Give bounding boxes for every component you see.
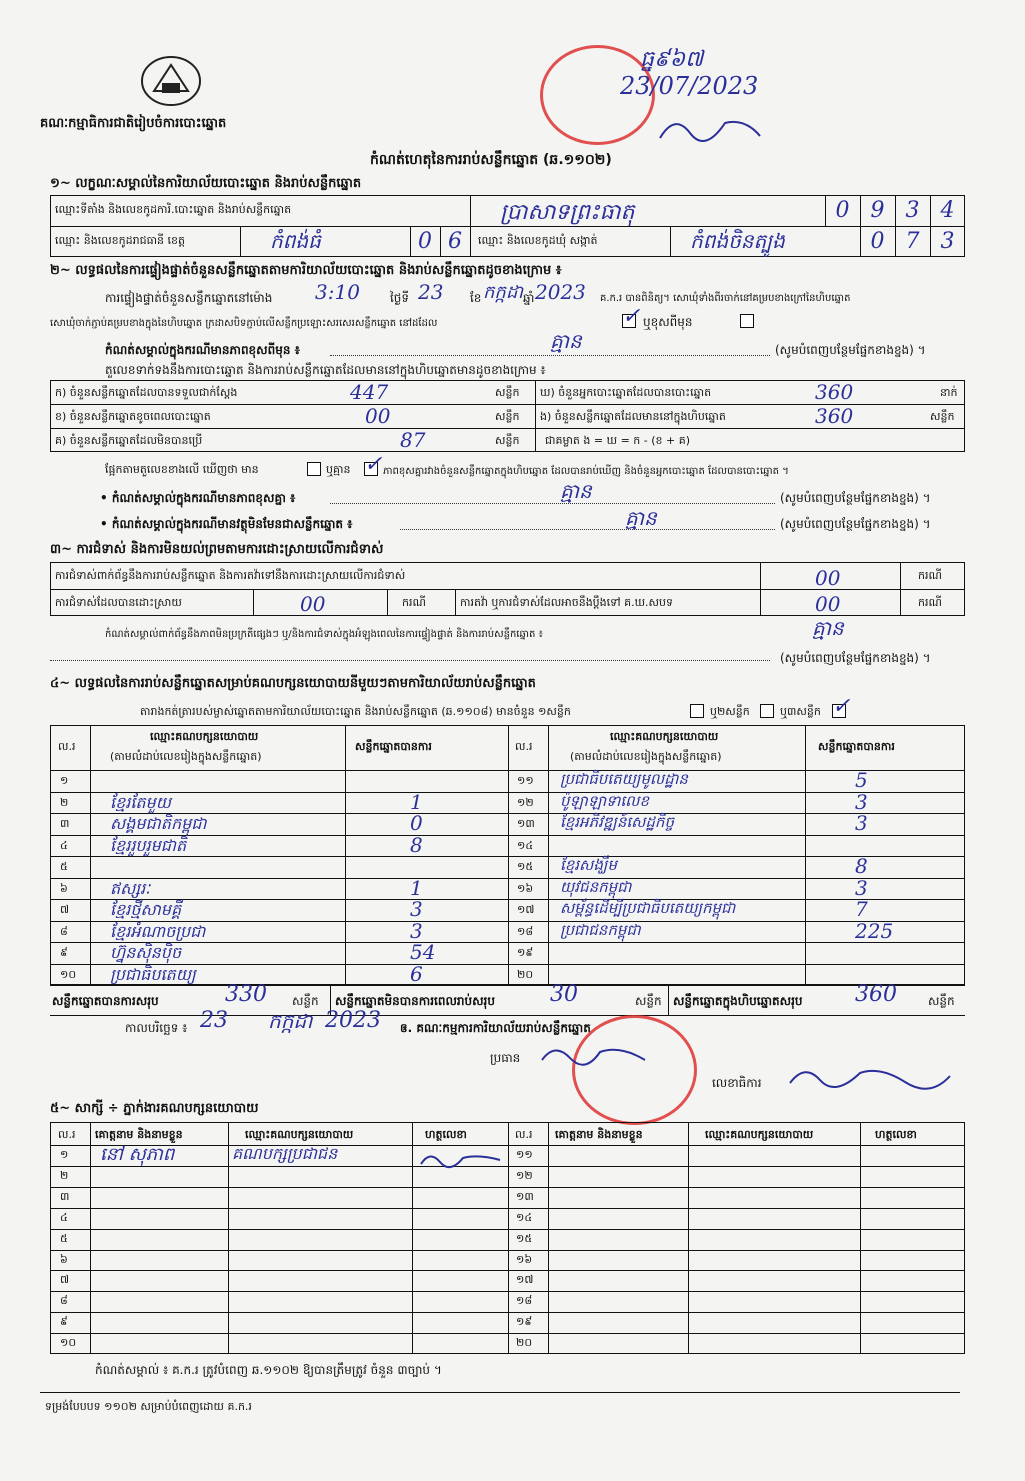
- s4-row-party: ប៉ូឡាឡាទាលេខ: [560, 791, 649, 810]
- checkmark-no-difference: ✓: [364, 452, 383, 477]
- s1-row1-digit: 9: [870, 198, 885, 223]
- s4-row-no: ១: [60, 774, 69, 787]
- s5-row-no-right: ១៧: [516, 1273, 534, 1287]
- s3-heading: ៣~ ការជំទាស់ និងការមិនយល់ព្រមតាមការដោះស្រាយលើការជំទាស់: [50, 542, 384, 557]
- s4-invalid-unit: សន្លឹក: [635, 994, 662, 1008]
- s4-date-label: កាលបរិច្ឆេទ ៖: [125, 1021, 188, 1035]
- s4-date-m: កក្កដា: [268, 1009, 313, 1033]
- s4-opt3: ឬ៣សន្លឹក: [780, 705, 821, 718]
- s4-box-total: 360: [855, 982, 897, 1007]
- stamp-note-code: ធ្ន៩៦៧: [640, 47, 704, 72]
- s3-note-label: កំណត់សម្គាល់ពាក់ព័ន្ធនឹងភាពមិនប្រក្រតីផ្សេងៗ ឬ/និងការជំទាស់ក្នុងអំឡុងពេលនៃការផ្ទៀងផ្ទាត់ និងការរាប់សន្លឹកឆ្នោត ៖: [105, 629, 543, 640]
- s1-row2-value2: កំពង់ចិនត្បូង: [690, 229, 785, 253]
- s2-row-label: ក) ចំនួនសន្លឹកឆ្នោតដែលបានទទួលជាក់ស្តែង: [55, 386, 238, 399]
- s2-row-value2: 360: [815, 404, 854, 428]
- s2-row-unit: សន្លឹក: [495, 434, 520, 447]
- s5-row-no-right: ១២: [516, 1168, 533, 1182]
- s2-p1c: ខែ: [470, 291, 482, 305]
- s1-row2-label2: ឈ្មោះ និងលេខកូដឃុំ សង្កាត់: [478, 234, 598, 247]
- s4-col-no-right: ល.រ: [515, 740, 533, 753]
- s2-row-unit2: នាក់: [940, 386, 958, 399]
- s2-b2-hint: (សូមបំពេញបន្ថែមផ្នែកខាងខ្នង) ។: [780, 517, 931, 531]
- s4-col-party-sub: (តាមលំដាប់លេខរៀងក្នុងសន្លឹកឆ្នោត): [110, 750, 262, 763]
- s5-row-no-right: ២០: [516, 1336, 533, 1350]
- s4-row-no: ១៦: [517, 881, 534, 895]
- s4-row-no: ១៩: [517, 946, 534, 959]
- s5-col-name-right: គោត្តនាម និងនាមខ្លួន: [555, 1128, 643, 1141]
- s3-r2-value: 00: [300, 592, 326, 616]
- s3-note-value: គ្មាន: [812, 616, 844, 640]
- s2-check-b: ឬគ្មាន: [326, 463, 351, 476]
- s4-row-no: ១០: [60, 967, 77, 981]
- s4-row-votes: 6: [410, 961, 423, 986]
- s5-heading: ៥~ សាក្សី ÷ ភ្នាក់ងារគណបក្សនយោបាយ: [50, 1101, 259, 1116]
- signature-top: [655, 108, 765, 148]
- s1-row1-digit: 3: [905, 198, 920, 223]
- s2-note-hint: (សូមបំពេញបន្ថែមផ្នែកខាងខ្នង) ។: [775, 343, 926, 357]
- s1-row1-label: ឈ្មោះទីតាំង និងលេខកូដការិ.បោះឆ្នោត និងរាប់សន្លឹកឆ្នោត: [55, 203, 292, 216]
- s1-row2-digit: 0: [418, 229, 432, 254]
- s5-col-party-right: ឈ្មោះគណបក្សនយោបាយ: [705, 1128, 814, 1141]
- s2-intro: តួលេខទាក់ទងនឹងការបោះឆ្នោត និងការរាប់សន្លឹកឆ្នោតដែលមាននៅក្នុងហិបឆ្នោតមានដូចខាងក្រោម ៖: [105, 363, 546, 377]
- s1-row2-digit: 6: [448, 229, 462, 254]
- s5-row-no: ៨: [60, 1294, 68, 1308]
- s4-row-votes: 7: [855, 897, 868, 921]
- s4-row-votes: 8: [855, 854, 868, 878]
- s4-col-party: ឈ្មោះគណបក្សនយោបាយ: [150, 730, 259, 743]
- s4-valid-unit: សន្លឹក: [292, 994, 319, 1008]
- s5-footnote: កំណត់សម្គាល់ ៖ គ.ក.រ ត្រូវបំពេញ ឆ.១១០២ ឱ្យបានត្រឹមត្រូវ ចំនួន ៣ច្បាប់ ។: [95, 1363, 442, 1377]
- s4-col-votes: សន្លឹកឆ្នោតបានការ: [355, 740, 432, 753]
- s4-row-no: ២០: [517, 967, 534, 981]
- s5-row-no: ៣: [60, 1189, 70, 1203]
- s5-row-no-right: ១១: [516, 1148, 533, 1161]
- s1-row2-digit2: 7: [905, 229, 920, 254]
- s2-row-value: 87: [400, 428, 426, 452]
- form-title: កំណត់ហេតុនៃការរាប់សន្លឹកឆ្នោត (ឆ.១១០២): [370, 152, 612, 168]
- s2-row-unit2: សន្លឹក: [930, 410, 955, 423]
- s4-row-party: ខ្មែរអំណាចប្រជា: [110, 921, 206, 941]
- s4-box-unit: សន្លឹក: [928, 994, 955, 1008]
- s4-row-party: ឥស្សរៈ: [110, 878, 151, 898]
- s4-row-no: ១៤: [517, 838, 534, 852]
- s2-check-a: ផ្អែកតាមតួលេខខាងលើ ឃើញថា មាន: [105, 463, 259, 476]
- s5-row-no-right: ១៨: [516, 1294, 533, 1308]
- s1-row1-value: ប្រាសាទព្រះធាតុ: [500, 200, 635, 225]
- s5-row-no: ២: [60, 1168, 69, 1182]
- s3-r1-label: ការជំទាស់ពាក់ព័ន្ធនឹងការរាប់សន្លឹកឆ្នោត និងការតវ៉ាទៅនឹងការដោះស្រាយលើការជំទាស់: [55, 569, 406, 582]
- s2-time: 3:10: [315, 280, 360, 304]
- witness-signature: [418, 1148, 503, 1170]
- s4-valid-label: សន្លឹកឆ្នោតបានការសរុប: [52, 994, 159, 1008]
- committee-name: គណៈកម្មាធិការជាតិរៀបចំការបោះឆ្នោត: [40, 116, 227, 131]
- s2-row-label2: ឃ) ចំនួនអ្នកបោះឆ្នោតដែលបានបោះឆ្នោត: [540, 386, 712, 399]
- s2-row-unit: សន្លឹក: [495, 410, 520, 423]
- s4-row-no: ៤: [60, 838, 68, 852]
- s4-committee-label: ឲ. គណៈកម្មការការិយាល័យរាប់សន្លឹកឆ្នោត: [400, 1021, 591, 1035]
- s2-row-label: ខ) ចំនួនសន្លឹកឆ្នោតខូចពេលបោះឆ្នោត: [55, 410, 211, 423]
- s5-row-name: នៅ សុភាព: [100, 1144, 175, 1165]
- s2-p1e: គ.ក.រ បានពិនិត្យ។ សោឃុំទាំងពីរចាក់នៅគម្របខាងក្រៅនៃហិបឆ្នោត: [600, 293, 851, 304]
- s3-r2-unit: ករណី: [402, 596, 426, 609]
- s1-row2-label: ឈ្មោះ និងលេខកូដរាជធានី ខេត្ត: [55, 234, 185, 247]
- s2-month: កក្កដា: [483, 282, 523, 303]
- s5-col-name: គោត្តនាម និងនាមខ្លួន: [95, 1128, 183, 1141]
- s5-row-no: ១: [60, 1148, 69, 1161]
- s4-row-no: ៦: [60, 881, 68, 895]
- s2-check-c: ភាពខុសគ្នារវាងចំនួនសន្លឹកឆ្នោតក្នុងហិបឆ្នោត ដែលបានរាប់ឃើញ និងចំនួនអ្នកបោះឆ្នោត ដែលបានបោះឆ្នោត ។: [383, 466, 789, 477]
- s4-row-party: សម្ព័ន្ធដើម្បីប្រជាធិបតេយ្យកម្ពុជា: [560, 899, 736, 917]
- checkbox-has-difference[interactable]: [307, 462, 321, 476]
- s5-col-sign: ហត្ថលេខា: [425, 1128, 467, 1141]
- s5-row-no: ៤: [60, 1210, 68, 1224]
- s1-row2-digit2: 3: [940, 229, 955, 254]
- s4-row-party: ប្រជាធិបតេយ្យមូលដ្ឋាន: [560, 770, 688, 788]
- s4-row-votes: 1: [410, 789, 423, 814]
- s2-b1-label: • កំណត់សម្គាល់ក្នុងករណីមានភាពខុសគ្នា ៖: [100, 491, 296, 505]
- s2-row-value2: 360: [815, 380, 854, 404]
- s2-year: 2023: [535, 280, 586, 304]
- s5-row-no: ៩: [60, 1315, 68, 1329]
- s4-row-votes: 54: [410, 940, 436, 964]
- s1-row1-digit: 4: [940, 198, 955, 223]
- s3-r2-unit2: ករណី: [918, 596, 942, 609]
- s2-row-value: 00: [365, 404, 391, 428]
- s2-row-label2: ជាគម្លាត ង = ឃ = ក - (ខ + គ): [545, 434, 690, 447]
- s3-r2-value2: 00: [815, 592, 841, 616]
- s4-chair-label: ប្រធាន: [490, 1051, 521, 1065]
- s2-day: 23: [418, 280, 444, 304]
- s4-valid-total: 330: [225, 982, 267, 1007]
- s4-row-votes: 3: [855, 789, 868, 814]
- s5-col-party: ឈ្មោះគណបក្សនយោបាយ: [245, 1128, 354, 1141]
- s2-p1d: ឆ្នាំ: [523, 291, 535, 305]
- s2-b2-value: គ្មាន: [625, 506, 657, 530]
- s4-col-party-sub-right: (តាមលំដាប់លេខរៀងក្នុងសន្លឹកឆ្នោត): [570, 750, 722, 763]
- s4-row-votes: 3: [410, 897, 423, 921]
- s4-secretary-label: លេខាធិការ: [712, 1076, 762, 1090]
- s5-col-no: ល.រ: [58, 1128, 76, 1141]
- s4-row-party: ប្រជាជនកម្ពុជា: [560, 920, 641, 939]
- s4-row-party: យុវជនកម្ពុជា: [560, 877, 632, 896]
- s5-row-no-right: ១៦: [516, 1252, 533, 1266]
- s5-row-party: គណបក្សប្រជាជន: [232, 1144, 338, 1163]
- s4-invalid-label: សន្លឹកឆ្នោតមិនបានការពេលរាប់សរុប: [335, 994, 495, 1008]
- s1-row1-digit: 0: [835, 198, 850, 223]
- s4-row-no: ៩: [60, 946, 68, 959]
- s4-row-party: ខ្មែរសង្ឃឹម: [560, 856, 617, 874]
- s4-row-no: ៣: [60, 817, 70, 830]
- s4-row-party: ខ្មែរថ្មីសាមគ្គី: [110, 900, 182, 919]
- s2-b1-value: គ្មាន: [560, 479, 592, 503]
- s4-row-no: ១៥: [517, 860, 534, 873]
- s1-row2-value: កំពង់ធំ: [270, 229, 321, 253]
- opt-different: ឬខុសពីមុន: [643, 315, 693, 329]
- s3-r2-label: ការជំទាស់ដែលបានដោះស្រាយ: [55, 596, 182, 609]
- s2-b1-hint: (សូមបំពេញបន្ថែមផ្នែកខាងខ្នង) ។: [780, 491, 931, 505]
- s4-box-label: សន្លឹកឆ្នោតក្នុងហិបឆ្នោតសរុប: [673, 994, 803, 1008]
- s1-row2-digit2: 0: [870, 229, 885, 254]
- checkbox-1-sheet[interactable]: [690, 704, 704, 718]
- s4-row-party: ហ្វ៊ុនស៊ិនប៉ិច: [110, 943, 182, 962]
- s5-row-no-right: ១៩: [516, 1315, 533, 1329]
- s4-row-votes: 3: [855, 875, 868, 900]
- s4-col-votes-right: សន្លឹកឆ្នោតបានការ: [818, 740, 895, 753]
- s3-r1-unit: ករណី: [918, 569, 942, 582]
- s4-heading: ៤~ លទ្ធផលនៃការរាប់សន្លឹកឆ្នោតសម្រាប់គណបក្សនយោបាយនីមួយៗតាមការិយាល័យរាប់សន្លឹកឆ្នោត: [50, 676, 536, 691]
- chair-signature: [540, 1040, 650, 1070]
- s4-row-party: សង្គមជាតិកម្ពុជា: [110, 814, 207, 833]
- s4-row-party: ខ្មែរអភិវឌ្ឍន៍សេដ្ឋកិច្ច: [560, 813, 674, 831]
- s1-heading: ១~ លក្ខណៈសម្គាល់នៃការិយាល័យបោះឆ្នោត និងរាប់សន្លឹកឆ្នោត: [50, 176, 362, 191]
- s4-row-no: ៥: [60, 860, 68, 873]
- stamp-note-date: 23/07/2023: [620, 72, 759, 100]
- footer-text: ទម្រង់បែបបទ ១១០២ សម្រាប់បំពេញដោយ គ.ក.រ: [45, 1400, 252, 1413]
- s4-row-votes: 0: [410, 811, 423, 835]
- s4-row-votes: 3: [855, 811, 868, 835]
- s4-row-no: ១១: [517, 774, 534, 787]
- s2-heading: ២~ លទ្ធផលនៃការផ្ទៀងផ្ទាត់ចំនួនសន្លឹកឆ្នោតតាមការិយាល័យបោះឆ្នោត និងរាប់សន្លឹកឆ្នោតដូចខាងក្រោម ៖: [50, 263, 562, 278]
- s4-date-y: 2023: [325, 1008, 381, 1033]
- s3-r1-value: 00: [815, 566, 841, 590]
- s4-row-no: ៧: [60, 903, 70, 916]
- s4-row-no: ១៣: [517, 817, 535, 830]
- s4-col-no: ល.រ: [58, 740, 76, 753]
- s3-r2-label2: ការតវ៉ា ឬការជំទាស់ដែលអាចនឹងប្តឹងទៅ គ.ឃ.សបទ: [460, 596, 673, 609]
- s2-row-label2: ង) ចំនួនសន្លឹកឆ្នោតដែលមាននៅក្នុងហិបឆ្នោត: [540, 410, 726, 423]
- s4-opt2: ឬ២សន្លឹក: [710, 705, 750, 718]
- s4-row-votes: 1: [410, 875, 423, 900]
- s5-row-no: ៧: [60, 1273, 70, 1287]
- s2-p2: សោឃុំចាក់ភ្ជាប់គម្របខាងក្នុងនៃហិបឆ្នោត ក្រដាសបិទភ្ជាប់លើសន្លឹកប្រឡោះសរសេរសន្លឹកឆ្នោត នៅដដែល: [50, 318, 438, 329]
- s4-invalid-total: 30: [550, 982, 578, 1007]
- s5-row-no-right: ១៣: [516, 1189, 534, 1203]
- committee-logo: [140, 55, 202, 107]
- s2-row-unit: សន្លឹក: [495, 386, 520, 399]
- checkmark-same: ✓: [622, 304, 641, 329]
- s2-b2-label: • កំណត់សម្គាល់ក្នុងករណីមានវត្ថុមិនមែនជាសន្លឹកឆ្នោត ៖: [100, 517, 353, 531]
- s4-row-votes: 3: [410, 918, 423, 943]
- s4-row-votes: 225: [855, 918, 894, 943]
- s2-row-label: គ) ចំនួនសន្លឹកឆ្នោតដែលមិនបានប្រើ: [55, 434, 203, 447]
- s4-row-no: ២: [60, 795, 69, 809]
- s4-intro: តារាងកត់ត្រារបស់ម្ចាស់ឆ្នោតតាមការិយាល័យបោះឆ្នោត និងរាប់សន្លឹកឆ្នោត (ឆ.១១០៨) មានចំនួន ១សន្លឹក: [140, 705, 571, 718]
- checkbox-2-sheets[interactable]: [760, 704, 774, 718]
- s2-note-label: កំណត់សម្គាល់ក្នុងករណីមានភាពខុសពីមុន ៖: [105, 343, 300, 357]
- s4-row-votes: 8: [410, 832, 423, 857]
- s5-row-no: ១០: [60, 1336, 77, 1350]
- s5-row-no-right: ១៥: [516, 1231, 533, 1245]
- s4-row-votes: 5: [855, 768, 868, 792]
- s2-p1b: ថ្ងៃទី: [390, 291, 410, 305]
- s4-row-no: ១២: [517, 795, 534, 809]
- s4-row-party: ខ្មែរតែមួយ: [110, 792, 171, 812]
- s4-col-party-right: ឈ្មោះគណបក្សនយោបាយ: [610, 730, 719, 743]
- s4-row-party: ប្រជាធិបតេយ្យ: [110, 964, 196, 984]
- s2-p1a: ការផ្ទៀងផ្ទាត់ចំនួនសន្លឹកឆ្នោតនៅម៉ោង: [105, 291, 273, 305]
- checkbox-different[interactable]: [740, 314, 754, 328]
- s5-row-no: ៥: [60, 1231, 68, 1245]
- s5-row-no: ៦: [60, 1252, 68, 1266]
- s5-col-no-right: ល.រ: [515, 1128, 533, 1141]
- secretary-signature: [785, 1058, 955, 1092]
- s4-row-no: ១៨: [517, 924, 534, 938]
- checkmark-3-sheets: ✓: [832, 694, 851, 719]
- s5-col-sign-right: ហត្ថលេខា: [875, 1128, 917, 1141]
- s2-note-value: គ្មាន: [550, 329, 582, 353]
- s4-row-no: ១៧: [517, 903, 535, 916]
- s4-row-party: ខ្មែររួបរួមជាតិ: [110, 835, 187, 855]
- s5-row-no-right: ១៤: [516, 1210, 533, 1224]
- s2-row-value: 447: [350, 380, 389, 404]
- s4-row-no: ៨: [60, 924, 68, 938]
- s3-note-hint: (សូមបំពេញបន្ថែមផ្នែកខាងខ្នង) ។: [780, 651, 931, 665]
- s4-date-d: 23: [200, 1008, 228, 1033]
